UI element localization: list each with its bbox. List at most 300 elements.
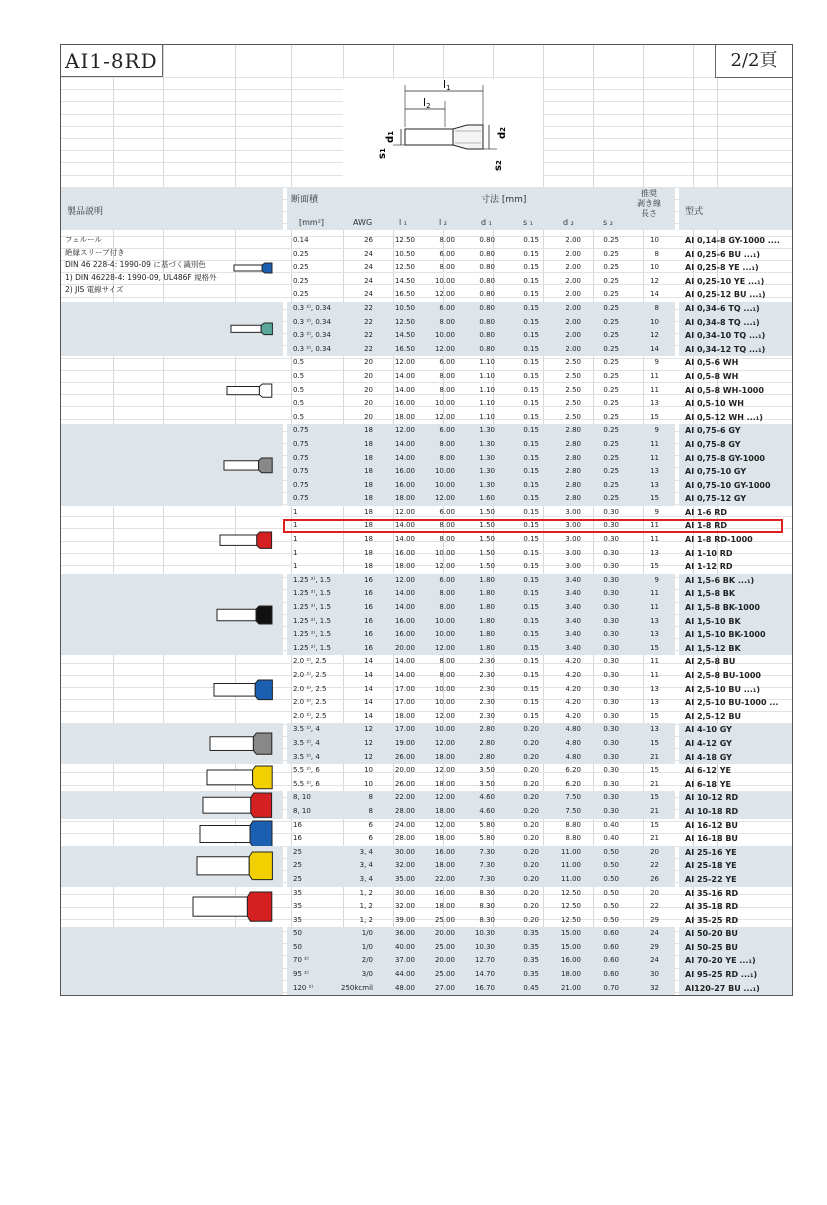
cell-cross-section: 1 — [293, 548, 298, 557]
cell-awg: 20 — [364, 385, 373, 394]
cell-type: AI 35-18 RD — [685, 902, 739, 912]
cell-strip-length: 15 — [650, 766, 659, 775]
cell-awg: 1, 2 — [359, 915, 373, 924]
cell-s2: 0.25 — [603, 467, 619, 476]
cell-s1: 0.15 — [523, 589, 539, 598]
cell-l2: 18.00 — [434, 834, 455, 843]
cell-l1: 14.00 — [394, 657, 415, 666]
cell-l2: 8.00 — [439, 317, 455, 326]
cell-l2: 12.00 — [434, 820, 455, 829]
cell-s2: 0.25 — [603, 344, 619, 353]
row-group — [61, 791, 793, 818]
ferrule-illustration — [213, 678, 275, 702]
table-row — [61, 764, 793, 778]
cell-type: AI 95-25 RD ...₁) — [685, 970, 758, 980]
cell-s2: 0.25 — [603, 426, 619, 435]
cell-l2: 8.00 — [439, 371, 455, 380]
cell-awg: 24 — [364, 249, 373, 258]
table-row — [61, 302, 793, 316]
cell-s2: 0.25 — [603, 480, 619, 489]
cell-d1: 4.60 — [479, 806, 495, 815]
cell-d2: 2.00 — [565, 317, 581, 326]
cell-s2: 0.30 — [603, 684, 619, 693]
cell-s2: 0.25 — [603, 439, 619, 448]
cell-cross-section: 0.25 — [293, 249, 309, 258]
cell-type: AI 0,25-6 BU ...₁) — [685, 249, 761, 259]
ferrule-illustration — [230, 321, 275, 337]
ferrule-illustration — [223, 456, 275, 475]
page-number: 2/2頁 — [715, 45, 792, 78]
cell-s2: 0.25 — [603, 303, 619, 312]
cell-d2: 2.80 — [565, 494, 581, 503]
cell-cross-section: 2.0 ²⁾, 2.5 — [293, 657, 327, 666]
cell-type: AI 4-18 GY — [685, 752, 732, 762]
cell-strip-length: 11 — [650, 671, 659, 679]
cell-cross-section: 2.0 ²⁾, 2.5 — [293, 711, 327, 720]
cell-s2: 0.30 — [603, 657, 619, 666]
cell-type: AI 6-12 YE — [685, 766, 732, 776]
cell-d2: 12.50 — [560, 915, 581, 924]
cell-type: AI 25-22 YE — [685, 874, 737, 884]
spec-sheet — [60, 44, 793, 996]
cell-type: AI 4-12 GY — [685, 738, 732, 748]
cell-d1: 7.30 — [479, 861, 495, 870]
cell-l1: 14.00 — [394, 521, 415, 530]
cell-s2: 0.30 — [603, 671, 619, 679]
cell-l2: 10.00 — [434, 467, 455, 476]
cell-s2: 0.30 — [603, 507, 619, 516]
cell-d1: 1.80 — [479, 575, 495, 584]
cell-s2: 0.30 — [603, 711, 619, 720]
cell-type: AI 0,5-6 WH — [685, 358, 739, 368]
cell-l1: 16.00 — [394, 399, 415, 408]
cell-type: AI 6-18 YE — [685, 779, 732, 789]
cell-s2: 0.25 — [603, 358, 619, 367]
cell-s1: 0.20 — [523, 888, 539, 897]
cell-awg: 6 — [368, 820, 373, 829]
cell-l1: 24.00 — [394, 820, 415, 829]
cell-d1: 2.30 — [479, 657, 495, 666]
cell-s1: 0.15 — [523, 467, 539, 476]
header-dimensions: 寸法 [mm] — [481, 195, 527, 205]
table-row — [61, 587, 793, 601]
row-group — [61, 574, 793, 656]
cell-d2: 15.00 — [560, 929, 581, 938]
ferrule-dimension-diagram — [343, 79, 543, 187]
cell-l2: 12.00 — [434, 738, 455, 747]
cell-d2: 2.00 — [565, 249, 581, 258]
cell-l1: 16.00 — [394, 480, 415, 489]
header-sub-d2: d ₂ — [563, 218, 574, 227]
cell-l1: 14.00 — [394, 603, 415, 612]
cell-l2: 6.00 — [439, 575, 455, 584]
cell-cross-section: 0.3 ²⁾, 0.34 — [293, 317, 331, 326]
cell-d2: 2.80 — [565, 426, 581, 435]
cell-strip-length: 13 — [650, 399, 659, 408]
table-row — [61, 438, 793, 452]
cell-strip-length: 13 — [650, 480, 659, 489]
cell-type: AI 35-16 RD — [685, 888, 739, 898]
cell-type: AI 0,75-8 GY — [685, 439, 741, 449]
cell-type: AI 0,34-6 TQ ...₁) — [685, 303, 760, 313]
cell-d1: 8.30 — [479, 902, 495, 911]
cell-l2: 10.00 — [434, 399, 455, 408]
cell-l2: 27.00 — [434, 983, 455, 992]
cell-d2: 3.00 — [565, 521, 581, 530]
cell-s1: 0.35 — [523, 929, 539, 938]
cell-d2: 18.00 — [560, 970, 581, 979]
cell-d2: 8.80 — [565, 834, 581, 843]
cell-s2: 0.60 — [603, 929, 619, 938]
cell-d2: 4.20 — [565, 698, 581, 707]
cell-s2: 0.25 — [603, 263, 619, 272]
cell-l1: 12.00 — [394, 358, 415, 367]
cell-type: AI 0,5-12 WH ...₁) — [685, 412, 763, 422]
cell-s1: 0.35 — [523, 970, 539, 979]
cell-awg: 18 — [364, 535, 373, 544]
cell-l1: 40.00 — [394, 942, 415, 951]
cell-cross-section: 120 ²⁾ — [293, 983, 314, 992]
cell-s1: 0.15 — [523, 643, 539, 652]
cell-awg: 8 — [368, 793, 373, 802]
cell-strip-length: 13 — [650, 630, 659, 639]
row-group — [61, 723, 793, 764]
cell-s2: 0.50 — [603, 902, 619, 911]
cell-type: AI 0,14-8 GY-1000 .... — [685, 236, 780, 245]
header-sub-d1: d ₁ — [481, 218, 492, 227]
cell-l2: 8.00 — [439, 589, 455, 598]
cell-type: AI 0,25-10 YE ...₁) — [685, 276, 765, 286]
cell-awg: 2/0 — [361, 956, 373, 965]
cell-type: AI 4-10 GY — [685, 725, 732, 735]
cell-s1: 0.20 — [523, 847, 539, 856]
cell-d1: 2.30 — [479, 711, 495, 720]
cell-strip-length: 15 — [650, 738, 659, 747]
s2-label: s2 — [493, 160, 504, 171]
row-group — [61, 887, 793, 928]
cell-l1: 19.00 — [394, 738, 415, 747]
cell-cross-section: 0.5 — [293, 358, 305, 367]
cell-awg: 1/0 — [361, 929, 373, 938]
cell-s2: 0.25 — [603, 371, 619, 380]
cell-type: AI 0,75-10 GY-1000 — [685, 480, 771, 490]
cell-strip-length: 9 — [654, 575, 659, 584]
cell-d1: 1.30 — [479, 453, 495, 462]
cell-l2: 18.00 — [434, 806, 455, 815]
cell-type: AI 1,5-8 BK-1000 — [685, 603, 760, 613]
cell-s1: 0.20 — [523, 861, 539, 870]
cell-d1: 2.30 — [479, 684, 495, 693]
cell-s1: 0.20 — [523, 793, 539, 802]
cell-s1: 0.15 — [523, 426, 539, 435]
cell-d2: 4.80 — [565, 725, 581, 734]
cell-cross-section: 50 — [293, 942, 302, 951]
cell-s1: 0.15 — [523, 358, 539, 367]
table-row — [61, 574, 793, 588]
cell-d1: 0.80 — [479, 249, 495, 258]
cell-s2: 0.25 — [603, 236, 619, 244]
cell-l1: 35.00 — [394, 874, 415, 883]
cell-l1: 18.00 — [394, 562, 415, 571]
cell-l2: 10.00 — [434, 480, 455, 489]
cell-l1: 28.00 — [394, 834, 415, 843]
cell-awg: 18 — [364, 521, 373, 530]
cell-l2: 8.00 — [439, 453, 455, 462]
cell-l2: 18.00 — [434, 861, 455, 870]
cell-l1: 32.00 — [394, 902, 415, 911]
cell-strip-length: 9 — [654, 358, 659, 367]
cell-cross-section: 0.75 — [293, 494, 309, 503]
cell-type: AI 1,5-12 BK — [685, 643, 741, 653]
cell-d1: 3.50 — [479, 779, 495, 788]
cell-s1: 0.15 — [523, 630, 539, 639]
cell-awg: 1/0 — [361, 942, 373, 951]
cell-awg: 10 — [364, 779, 373, 788]
table-row — [61, 411, 793, 425]
cell-l1: 14.00 — [394, 439, 415, 448]
ferrule-collar — [453, 125, 483, 149]
cell-strip-length: 10 — [650, 236, 659, 244]
cell-l1: 32.00 — [394, 861, 415, 870]
cell-type: AI 0,75-6 GY — [685, 426, 741, 436]
cell-s1: 0.15 — [523, 521, 539, 530]
cell-s2: 0.50 — [603, 861, 619, 870]
cell-cross-section: 0.5 — [293, 412, 305, 421]
cell-strip-length: 21 — [650, 752, 659, 761]
cell-l1: 20.00 — [394, 643, 415, 652]
cell-s2: 0.60 — [603, 942, 619, 951]
cell-type: AI 2,5-8 BU-1000 — [685, 671, 761, 680]
cell-cross-section: 25 — [293, 874, 302, 883]
cell-strip-length: 21 — [650, 806, 659, 815]
table-row — [61, 696, 793, 710]
cell-cross-section: 1.25 ²⁾, 1.5 — [293, 589, 331, 598]
cell-awg: 250kcmil — [341, 983, 373, 992]
cell-cross-section: 0.5 — [293, 385, 305, 394]
cell-l2: 25.00 — [434, 915, 455, 924]
cell-d2: 2.50 — [565, 412, 581, 421]
ferrule-illustration — [196, 850, 275, 882]
cell-d1: 1.80 — [479, 630, 495, 639]
cell-type: AI 2,5-8 BU — [685, 657, 736, 667]
cell-l2: 16.00 — [434, 847, 455, 856]
cell-d2: 3.00 — [565, 562, 581, 571]
cell-s2: 0.25 — [603, 412, 619, 421]
cell-d1: 10.30 — [474, 929, 495, 938]
cell-d1: 1.30 — [479, 467, 495, 476]
description-line: 1) DIN 46228-4: 1990-09, UL486F 規格外 — [65, 272, 217, 282]
cell-d2: 2.50 — [565, 371, 581, 380]
cell-d1: 0.80 — [479, 303, 495, 312]
cell-strip-length: 11 — [650, 371, 659, 380]
table-row — [61, 424, 793, 438]
cell-l2: 6.00 — [439, 303, 455, 312]
cell-awg: 20 — [364, 399, 373, 408]
cell-d1: 1.10 — [479, 399, 495, 408]
cell-strip-length: 15 — [650, 793, 659, 802]
cell-d1: 1.50 — [479, 562, 495, 571]
table-row — [61, 560, 793, 574]
cell-d1: 4.60 — [479, 793, 495, 802]
cell-s1: 0.15 — [523, 249, 539, 258]
cell-s1: 0.20 — [523, 738, 539, 747]
cell-s2: 0.60 — [603, 970, 619, 979]
ferrule-tube — [405, 129, 453, 145]
cell-d2: 8.80 — [565, 820, 581, 829]
table-row — [61, 655, 793, 669]
cell-d2: 7.50 — [565, 793, 581, 802]
cell-type: AI 10-18 RD — [685, 806, 739, 816]
cell-d2: 4.20 — [565, 684, 581, 693]
cell-strip-length: 32 — [650, 983, 659, 992]
cell-type: AI 35-25 RD — [685, 915, 739, 925]
cell-l1: 16.00 — [394, 467, 415, 476]
cell-cross-section: 5.5 ²⁾, 6 — [293, 779, 320, 788]
cell-l2: 8.00 — [439, 439, 455, 448]
cell-l2: 12.00 — [434, 562, 455, 571]
cell-awg: 3, 4 — [359, 874, 373, 883]
cell-l1: 17.00 — [394, 725, 415, 734]
cell-awg: 18 — [364, 453, 373, 462]
table-row — [61, 506, 793, 520]
cell-strip-length: 14 — [650, 290, 659, 299]
cell-d1: 1.50 — [479, 507, 495, 516]
cell-awg: 10 — [364, 766, 373, 775]
cell-l1: 12.00 — [394, 507, 415, 516]
table-header — [61, 188, 793, 230]
cell-l1: 16.50 — [394, 344, 415, 353]
cell-l2: 6.00 — [439, 358, 455, 367]
row-group — [61, 819, 793, 846]
cell-type: AI 2,5-10 BU-1000 ... — [685, 698, 779, 708]
cell-awg: 22 — [364, 317, 373, 326]
cell-cross-section: 16 — [293, 834, 302, 843]
cell-cross-section: 3.5 ²⁾, 4 — [293, 725, 320, 734]
table-row — [61, 533, 793, 547]
cell-s1: 0.15 — [523, 290, 539, 299]
cell-s2: 0.70 — [603, 983, 619, 992]
header-cross-section: 断面積 — [291, 195, 319, 205]
cell-l2: 12.00 — [434, 290, 455, 299]
header-strip-2: 剥き線 — [637, 199, 661, 208]
cell-l1: 16.50 — [394, 290, 415, 299]
cell-s1: 0.20 — [523, 766, 539, 775]
cell-s1: 0.20 — [523, 779, 539, 788]
cell-s2: 0.30 — [603, 793, 619, 802]
table-row — [61, 329, 793, 343]
cell-type: AI 1,5-10 BK-1000 — [685, 630, 766, 640]
cell-strip-length: 20 — [650, 847, 659, 856]
cell-l1: 44.00 — [394, 970, 415, 979]
cell-strip-length: 10 — [650, 317, 659, 326]
cell-s1: 0.15 — [523, 317, 539, 326]
cell-s1: 0.15 — [523, 684, 539, 693]
cell-d1: 2.80 — [479, 752, 495, 761]
cell-awg: 16 — [364, 643, 373, 652]
cell-strip-length: 15 — [650, 643, 659, 652]
cell-l1: 26.00 — [394, 752, 415, 761]
cell-awg: 16 — [364, 603, 373, 612]
cell-awg: 1, 2 — [359, 902, 373, 911]
cell-d2: 2.00 — [565, 290, 581, 299]
cell-s1: 0.15 — [523, 412, 539, 421]
table-row — [61, 384, 793, 398]
cell-strip-length: 13 — [650, 467, 659, 476]
cell-awg: 22 — [364, 303, 373, 312]
table-row — [61, 873, 793, 887]
cell-s2: 0.30 — [603, 603, 619, 612]
cell-d1: 1.30 — [479, 439, 495, 448]
cell-d1: 0.80 — [479, 331, 495, 340]
header-sub-s1: s ₁ — [523, 218, 533, 227]
table-row — [61, 628, 793, 642]
cell-awg: 3, 4 — [359, 847, 373, 856]
cell-s2: 0.30 — [603, 548, 619, 557]
cell-s1: 0.20 — [523, 725, 539, 734]
description-line: 絶縁スリーブ付き — [65, 247, 125, 257]
cell-d2: 3.40 — [565, 603, 581, 612]
cell-l1: 12.50 — [394, 317, 415, 326]
cell-s1: 0.20 — [523, 752, 539, 761]
cell-s1: 0.20 — [523, 902, 539, 911]
cell-awg: 14 — [364, 671, 373, 679]
cell-l2: 10.00 — [434, 331, 455, 340]
cell-l1: 39.00 — [394, 915, 415, 924]
cell-d1: 3.50 — [479, 766, 495, 775]
cell-d2: 2.80 — [565, 453, 581, 462]
cell-cross-section: 0.25 — [293, 276, 309, 285]
cell-type: AI 0,75-12 GY — [685, 494, 747, 504]
cell-awg: 20 — [364, 358, 373, 367]
cell-l1: 14.00 — [394, 453, 415, 462]
cell-l2: 18.00 — [434, 752, 455, 761]
cell-cross-section: 0.25 — [293, 263, 309, 272]
cell-d1: 1.50 — [479, 521, 495, 530]
cell-l2: 18.00 — [434, 779, 455, 788]
cell-d2: 15.00 — [560, 942, 581, 951]
cell-awg: 16 — [364, 616, 373, 625]
table-row — [61, 832, 793, 846]
cell-s2: 0.40 — [603, 834, 619, 843]
cell-type: AI 1-6 RD — [685, 507, 727, 517]
cell-l1: 30.00 — [394, 888, 415, 897]
cell-s2: 0.30 — [603, 698, 619, 707]
table-row — [61, 887, 793, 901]
cell-awg: 18 — [364, 548, 373, 557]
cell-s2: 0.30 — [603, 630, 619, 639]
cell-d2: 2.00 — [565, 331, 581, 340]
cell-type: AI 1-8 RD — [685, 521, 727, 531]
cell-d2: 6.20 — [565, 779, 581, 788]
row-group — [61, 655, 793, 723]
cell-d2: 11.00 — [560, 861, 581, 870]
cell-d2: 2.00 — [565, 236, 581, 244]
cell-awg: 16 — [364, 589, 373, 598]
cell-d2: 2.50 — [565, 385, 581, 394]
cell-l2: 6.00 — [439, 507, 455, 516]
cell-d2: 4.20 — [565, 711, 581, 720]
table-row — [61, 370, 793, 384]
cell-strip-length: 21 — [650, 779, 659, 788]
cell-cross-section: 1 — [293, 507, 298, 516]
cell-l2: 20.00 — [434, 929, 455, 938]
cell-s1: 0.15 — [523, 535, 539, 544]
cell-d2: 12.50 — [560, 902, 581, 911]
cell-awg: 16 — [364, 575, 373, 584]
cell-s1: 0.20 — [523, 820, 539, 829]
page-title: AI1-8RD — [61, 45, 163, 77]
cell-strip-length: 13 — [650, 698, 659, 707]
